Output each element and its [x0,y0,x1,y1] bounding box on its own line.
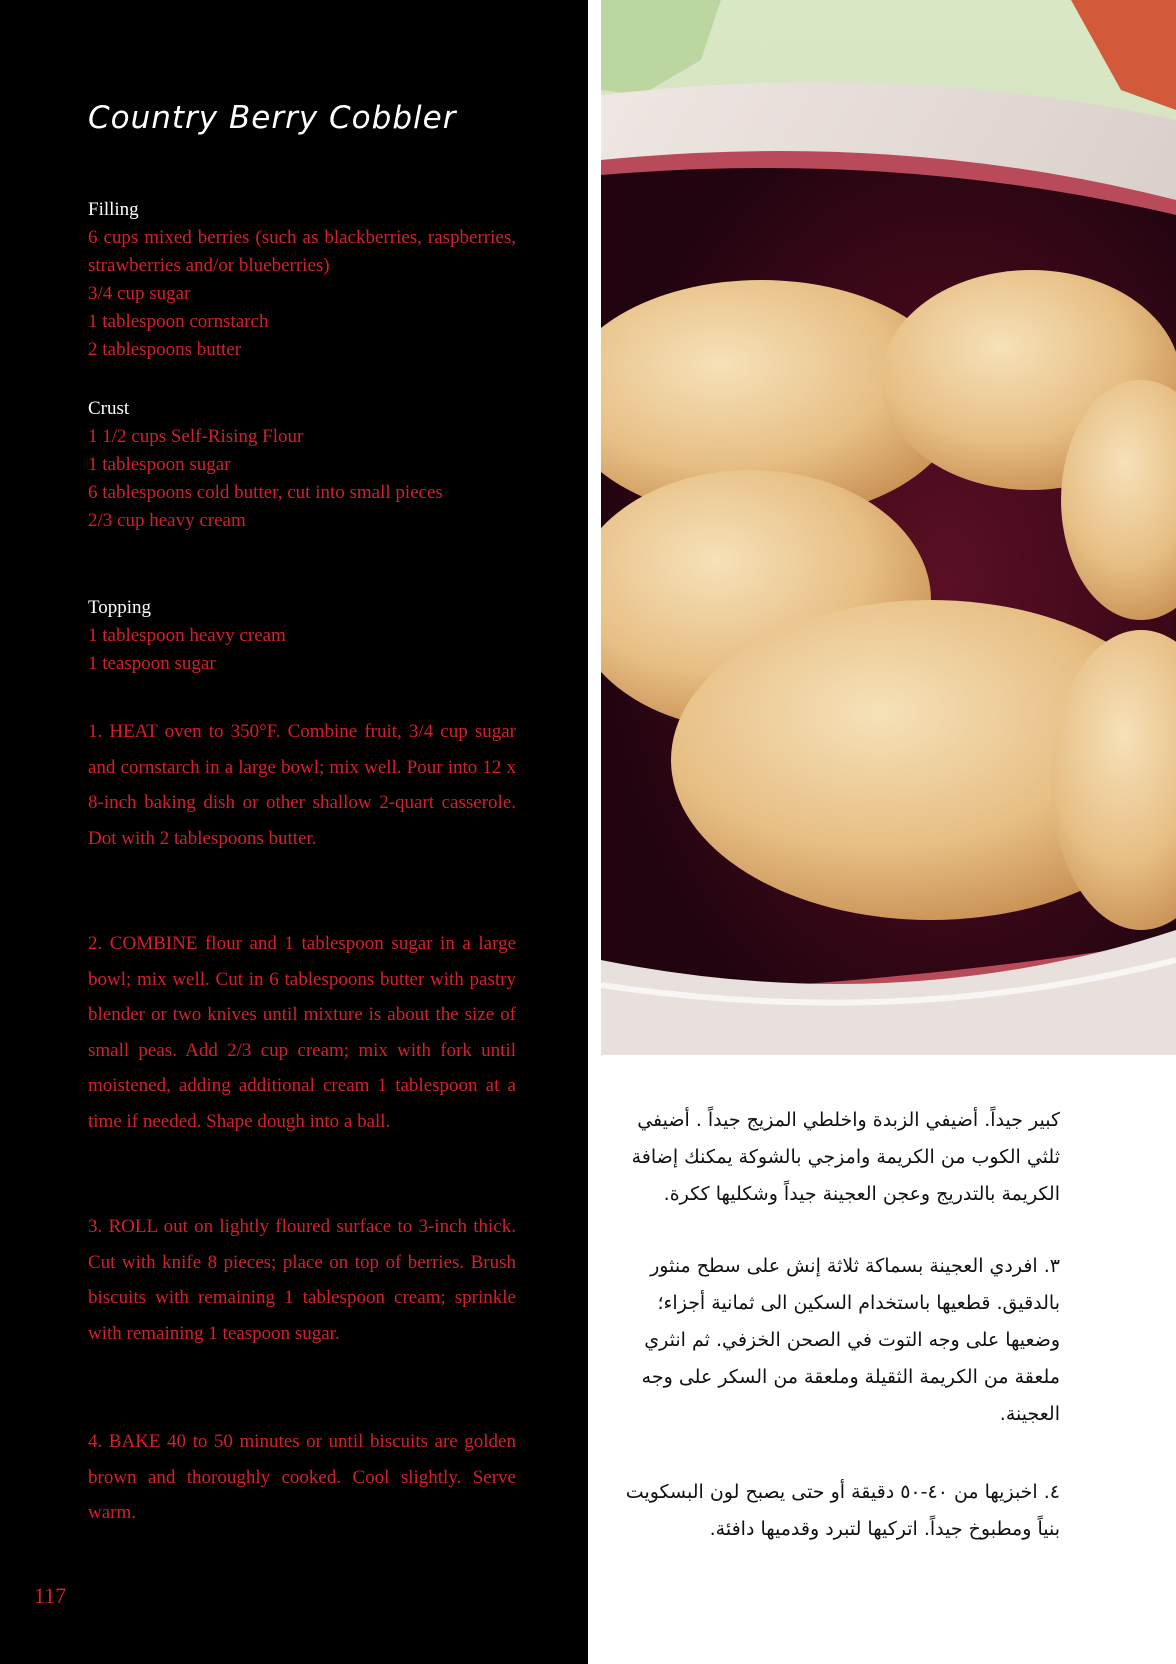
arabic-line: كبير جيداً. أضيفي الزبدة واخلطي المزيج جيداً . أضيفي [637,1109,1060,1131]
ingredient-item: 3/4 cup sugar [88,283,191,304]
ingredient-item: 2 tablespoons butter [88,339,242,360]
arabic-paragraph-2 [620,1248,1060,1433]
step-3: 3. ROLL out on lightly floured surface to 3-inch thick. Cut with knife 8 pieces; place on top of berries. Brush biscuits with remaining 1 tablespoon cream; sprinkle with remaining 1 teaspoon sugar. [88,1216,516,1344]
arabic-line: ثلثي الكوب من الكريمة وامزجي بالشوكة يمكنك إضافة [631,1146,1060,1168]
arabic-paragraph-1 [620,1102,1060,1213]
ingredient-item: 1 teaspoon sugar [88,653,216,674]
step-4: 4. BAKE 40 to 50 minutes or until biscuits are golden brown and thoroughly cooked. Cool slightly. Serve warm. [88,1431,516,1523]
arabic-line: ٣. افردي العجينة بسماكة ثلاثة إنش على سطح منثور [650,1255,1060,1277]
filling-section [88,196,516,364]
ingredient-item: 6 cups mixed berries (such as blackberries, raspberries, strawberries and/or blueberries) [88,227,516,276]
page-number: 117 [34,1583,67,1608]
arabic-line: ٤. اخبزيها من ٤٠-٥٠ دقيقة أو حتى يصبح لون البسكويت [625,1481,1060,1503]
crust-section [88,395,516,535]
ingredient-item: 6 tablespoons cold butter, cut into small pieces [88,482,443,503]
ingredient-item: 1 tablespoon heavy cream [88,625,286,646]
ingredient-item: 1 tablespoon cornstarch [88,311,269,332]
arabic-paragraph-3 [620,1474,1060,1548]
step-1: 1. HEAT oven to 350°F. Combine fruit, 3/4 cup sugar and cornstarch in a large bowl; mix well. Pour into 12 x 8-inch baking dish or other shallow 2-quart casserole. Dot with 2 tablespoons butter. [88,721,516,849]
topping-section [88,594,516,678]
filling-heading: Filling [88,199,139,220]
recipe-title: Country Berry Cobbler [88,100,457,136]
arabic-line: الكريمة بالتدريج وعجن العجينة جيداً وشكليها ككرة. [663,1183,1060,1205]
ingredient-item: 1 tablespoon sugar [88,454,231,475]
arabic-line: بالدقيق. قطعيها باستخدام السكين الى ثمانية أجزاء؛ [657,1292,1060,1314]
arabic-line: بنياً ومطبوخ جيداً. اتركيها لتبرد وقدميها دافئة. [709,1518,1060,1540]
step-2: 2. COMBINE flour and 1 tablespoon sugar in a large bowl; mix well. Cut in 6 tablespoons butter with pastry blender or two knives until mixture is about the size of small peas. Add 2/3 cup cream; mix with fork until moistened, adding additional cream 1 tablespoon at a time if needed. Shape dough into a ball. [88,933,516,1132]
ingredient-item: 2/3 cup heavy cream [88,510,246,531]
topping-heading: Topping [88,597,152,618]
cobbler-photo [601,0,1176,1055]
crust-heading: Crust [88,398,130,419]
arabic-line: العجينة. [999,1403,1060,1425]
arabic-line: ملعقة من الكريمة الثقيلة وملعقة من السكر على وجه [641,1366,1060,1388]
ingredient-item: 1 1/2 cups Self-Rising Flour [88,426,304,447]
arabic-line: وضعيها على وجه التوت في الصحن الخزفي. ثم انثري [644,1329,1060,1351]
